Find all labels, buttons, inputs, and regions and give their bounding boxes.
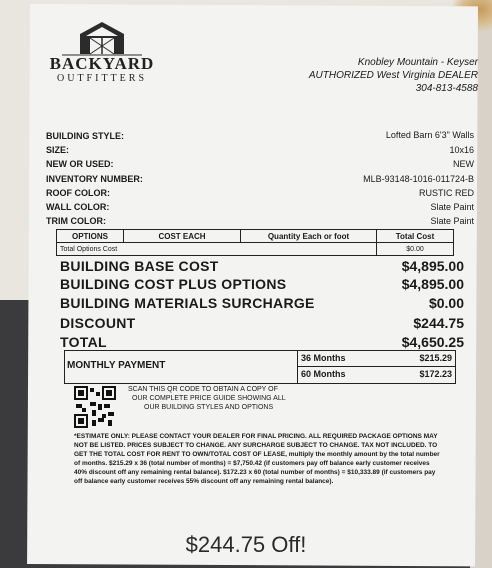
qr-code-icon[interactable] bbox=[74, 386, 116, 428]
backyard-outfitters-logo bbox=[42, 20, 162, 86]
spec-value: 10x16 bbox=[449, 145, 474, 155]
amount-60: $172.23 bbox=[419, 369, 452, 379]
dealer-phone: 304-813-4588 bbox=[415, 83, 478, 94]
logo-subtext: OUTFITTERS bbox=[57, 73, 147, 84]
cost-value: $0.00 bbox=[428, 295, 464, 311]
cost-value: $244.75 bbox=[413, 315, 464, 331]
spec-value: RUSTIC RED bbox=[418, 188, 474, 198]
qr-caption-line: SCAN THIS QR CODE TO OBTAIN A COPY OF bbox=[128, 386, 278, 393]
spec-label: TRIM COLOR: bbox=[46, 216, 106, 226]
spec-value: NEW bbox=[453, 159, 474, 169]
spec-value: Lofted Barn 6'3" Walls bbox=[385, 130, 474, 140]
header-total-cost: Total Cost bbox=[377, 230, 454, 243]
total-value: $4,650.25 bbox=[401, 334, 464, 350]
discount-handwritten: $244.75 Off! bbox=[185, 532, 307, 557]
spec-label: SIZE: bbox=[46, 145, 70, 155]
cost-label: BUILDING MATERIALS SURCHARGE bbox=[60, 295, 315, 311]
options-table bbox=[56, 229, 454, 256]
spec-value: Slate Paint bbox=[430, 216, 474, 226]
estimate-note: *ESTIMATE ONLY: PLEASE CONTACT YOUR DEALER FOR FINAL PRICING. ALL REQUIRED PACKAGE OPTIONS MAY NOT BE LISTED. PRICES SUBJECT TO CHANGE. ANY SURCHARGE SUBJECT TO CHANGE. TAX NOT INCLUDED. TO GET THE TOTAL COST FOR RENT TO OWN/TOTAL COST OF LEASE, multiply the monthly amount by the total number of months. $215.29 x 36 (total number of months) = $7,750.42 (if customers pay off balance early customer receives 40% discount off any remaining rental balance). $172.23 x 60 (total number of months) = $10,333.89 (if customers pay off balance early customer receives 55% discount off any remaining rental balance). bbox=[74, 433, 440, 485]
logo-text: BACKYARD bbox=[49, 54, 155, 73]
total-label: TOTAL bbox=[60, 334, 107, 350]
cost-value: $4,895.00 bbox=[401, 276, 464, 292]
options-total-row bbox=[57, 243, 454, 256]
header-quantity: Quantity Each or foot bbox=[241, 230, 377, 243]
spec-value: MLB-93148-1016-011724-B bbox=[363, 174, 474, 184]
spec-value: Slate Paint bbox=[430, 202, 474, 212]
header-cost-each: COST EACH bbox=[124, 230, 241, 243]
spec-label: BUILDING STYLE: bbox=[46, 131, 124, 141]
cost-label: DISCOUNT bbox=[60, 315, 136, 331]
term-36: 36 Months bbox=[301, 353, 346, 363]
monthly-payment-label: MONTHLY PAYMENT bbox=[67, 360, 166, 371]
spec-label: NEW OR USED: bbox=[46, 159, 114, 169]
cost-value: $4,895.00 bbox=[401, 258, 464, 274]
term-60: 60 Months bbox=[301, 369, 346, 379]
cost-label: BUILDING COST PLUS OPTIONS bbox=[60, 276, 287, 292]
qr-caption-line: OUR BUILDING STYLES AND OPTIONS bbox=[144, 404, 274, 411]
amount-36: $215.29 bbox=[419, 353, 452, 363]
header-options: OPTIONS bbox=[57, 230, 124, 243]
cost-label: BUILDING BASE COST bbox=[60, 258, 219, 274]
dealer-authorized: AUTHORIZED West Virginia DEALER bbox=[308, 70, 478, 81]
monthly-payment-box bbox=[64, 350, 456, 384]
spec-label: ROOF COLOR: bbox=[46, 188, 110, 198]
dealer-location: Knobley Mountain - Keyser bbox=[357, 57, 478, 68]
options-header-row bbox=[57, 230, 454, 243]
spec-label: INVENTORY NUMBER: bbox=[46, 174, 143, 184]
total-options-value: $0.00 bbox=[377, 243, 454, 256]
spec-label: WALL COLOR: bbox=[46, 202, 110, 212]
qr-caption-line: OUR COMPLETE PRICE GUIDE SHOWING ALL bbox=[132, 395, 286, 402]
total-options-label: Total Options Cost bbox=[57, 243, 377, 256]
barn-logo-icon bbox=[42, 20, 162, 56]
